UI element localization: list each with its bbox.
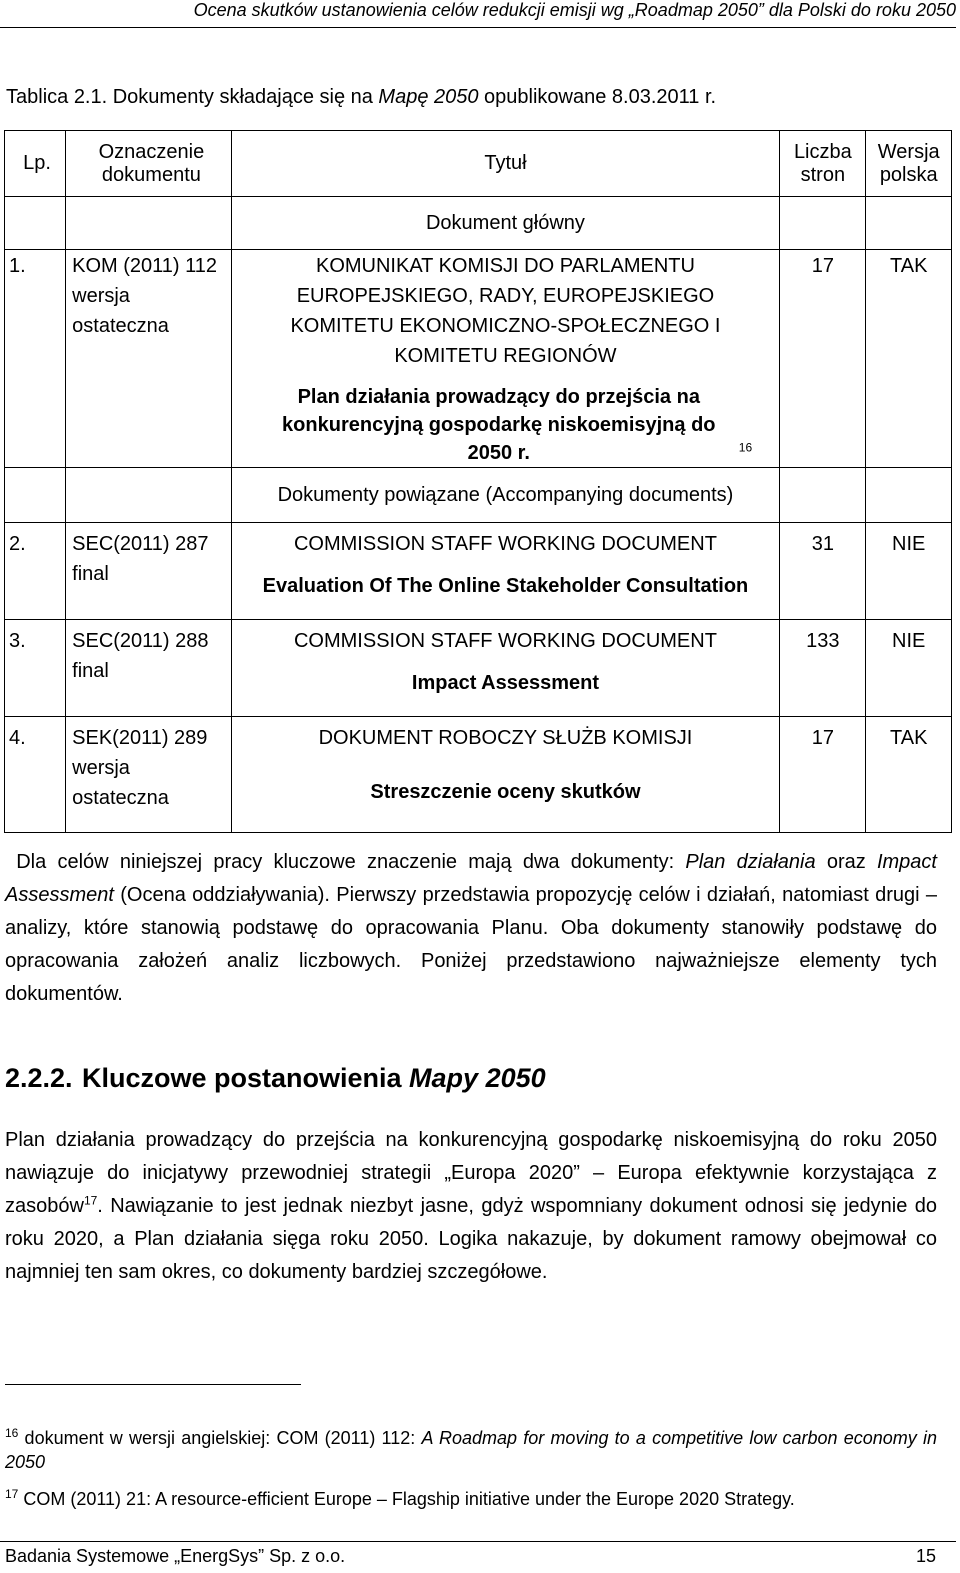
footer-rule bbox=[0, 1541, 956, 1542]
footnote-ref-16: 16 bbox=[738, 440, 753, 455]
row-pages: 17 bbox=[780, 717, 866, 833]
row-title-upper: COMMISSION STAFF WORKING DOCUMENT bbox=[293, 630, 717, 652]
row-lp: 3. bbox=[5, 620, 66, 717]
row-polish: TAK bbox=[866, 717, 952, 833]
caption-suffix: opublikowane 8.03.2011 r. bbox=[478, 86, 717, 108]
p1-italic-b: Impact Assessment bbox=[5, 851, 937, 906]
row-title-upper: COMMISSION STAFF WORKING DOCUMENT bbox=[293, 533, 717, 555]
paragraph-2 bbox=[5, 1124, 937, 1289]
row-oznaczenie: SEK(2011) 289 wersja ostateczna bbox=[66, 717, 232, 833]
row-pages: 133 bbox=[780, 620, 866, 717]
row-title-upper: DOKUMENT ROBOCZY SŁUŻB KOMISJI bbox=[318, 727, 693, 749]
table-caption bbox=[6, 84, 716, 110]
row-polish: NIE bbox=[866, 620, 952, 717]
row-title-bold: Streszczenie oceny skutków bbox=[370, 781, 641, 803]
row-lp: 1. bbox=[5, 250, 66, 468]
section-heading bbox=[5, 1058, 546, 1098]
header-rule bbox=[0, 27, 956, 28]
header-lp: Lp. bbox=[5, 131, 66, 197]
table-row bbox=[5, 620, 952, 717]
p2-text-b: . Nawiązanie to jest jednak niezbyt jasne, gdyż wspomniany dokument odnosi się jedynie do roku 2020, a Plan działania sięga roku 2050. Logika nakazuje, by dokument ramowy obejmował co najmniej ten sam okres, co dokumenty bardziej szczegółowe. bbox=[5, 1195, 937, 1283]
p1-text-a: Dla celów niniejszej pracy kluczowe znaczenie mają dwa dokumenty: bbox=[16, 851, 686, 873]
caption-prefix: Tablica 2.1. Dokumenty składające się na bbox=[6, 86, 379, 108]
p2-text-a: Plan działania prowadzący do przejścia na konkurencyjną gospodarkę niskoemisyjną do roku 2050 nawiązuje do inicjatywy przewodniej strategii „Europa 2020” – Europa efektywnie korzystająca z zasobów bbox=[5, 1129, 937, 1217]
footnote-number: 17 bbox=[5, 1487, 19, 1501]
footer-company: Badania Systemowe „EnergSys” Sp. z o.o. bbox=[5, 1546, 346, 1566]
row-title-bold: Impact Assessment bbox=[411, 672, 600, 694]
section-main-label: Dokument główny bbox=[231, 197, 780, 250]
row-title-upper: KOMUNIKAT KOMISJI DO PARLAMENTU EUROPEJSKIEGO, RADY, EUROPEJSKIEGO KOMITETU EKONOMICZNO-SPOŁECZNEGO I KOMITETU REGIONÓW bbox=[290, 255, 721, 367]
section-related-label: Dokumenty powiązane (Accompanying documents) bbox=[231, 468, 780, 523]
heading-text: Kluczowe postanowienia bbox=[82, 1063, 410, 1093]
header-wersja: Wersja polska bbox=[866, 131, 952, 197]
table-row bbox=[5, 250, 952, 468]
paragraph-1 bbox=[5, 846, 937, 1011]
section-row-main bbox=[5, 197, 952, 250]
row-title-bold: Evaluation Of The Online Stakeholder Consultation bbox=[262, 575, 749, 597]
row-lp: 2. bbox=[5, 523, 66, 620]
row-polish: TAK bbox=[866, 250, 952, 468]
row-title-bold-wrap bbox=[232, 371, 780, 467]
table-row bbox=[5, 523, 952, 620]
p1-italic-a: Plan działania bbox=[685, 851, 816, 873]
row-oznaczenie: SEC(2011) 287 final bbox=[66, 523, 232, 620]
footnote-italic: A Roadmap for moving to a competitive low carbon economy in 2050 bbox=[5, 1428, 938, 1472]
caption-italic: Mapę 2050 bbox=[378, 86, 479, 108]
table-row bbox=[5, 717, 952, 833]
row-pages: 17 bbox=[780, 250, 866, 468]
p1-text-c: (Ocena oddziaływania). Pierwszy przedstawia propozycję celów i działań, natomiast drugi – analizy, które stanowią podstawę do opracowania Planu. Oba dokumenty stanowiły podstawę do opracowania założeń analiz liczbowych. Poniżej przedstawiono najważniejsze elementy tych dokumentów. bbox=[5, 884, 937, 1005]
table-header-row bbox=[5, 131, 952, 197]
row-polish: NIE bbox=[866, 523, 952, 620]
documents-table bbox=[4, 130, 952, 833]
row-title-bold: Plan działania prowadzący do przejścia na konkurencyjną gospodarkę niskoemisyjną do 2050 r. bbox=[282, 386, 716, 464]
heading-number: 2.2.2. bbox=[5, 1063, 73, 1093]
footnote-text: dokument w wersji angielskiej: COM (2011) 112: bbox=[18, 1428, 422, 1448]
section-row-related bbox=[5, 468, 952, 523]
footnote-number: 16 bbox=[5, 1426, 19, 1440]
row-oznaczenie: KOM (2011) 112 wersja ostateczna bbox=[66, 250, 232, 468]
footnote-text: COM (2011) 21: A resource-efficient Europe – Flagship initiative under the Europe 2020 Strategy. bbox=[18, 1489, 795, 1509]
row-lp: 4. bbox=[5, 717, 66, 833]
header-tytul: Tytuł bbox=[231, 131, 780, 197]
footnote-16 bbox=[5, 1426, 937, 1474]
header-liczba: Liczba stron bbox=[780, 131, 866, 197]
page-number: 15 bbox=[915, 1546, 936, 1566]
header-oznaczenie: Oznaczenie dokumentu bbox=[66, 131, 232, 197]
running-header: Ocena skutków ustanowienia celów redukcji emisji wg „Roadmap 2050” dla Polski do roku 2050 bbox=[193, 0, 956, 20]
footnote-rule bbox=[5, 1384, 301, 1385]
row-pages: 31 bbox=[780, 523, 866, 620]
p1-text-b: oraz bbox=[815, 851, 877, 873]
footnote-ref-17: 17 bbox=[83, 1193, 98, 1208]
row-oznaczenie: SEC(2011) 288 final bbox=[66, 620, 232, 717]
footnote-17 bbox=[5, 1487, 937, 1511]
heading-italic: Mapy 2050 bbox=[409, 1063, 546, 1093]
